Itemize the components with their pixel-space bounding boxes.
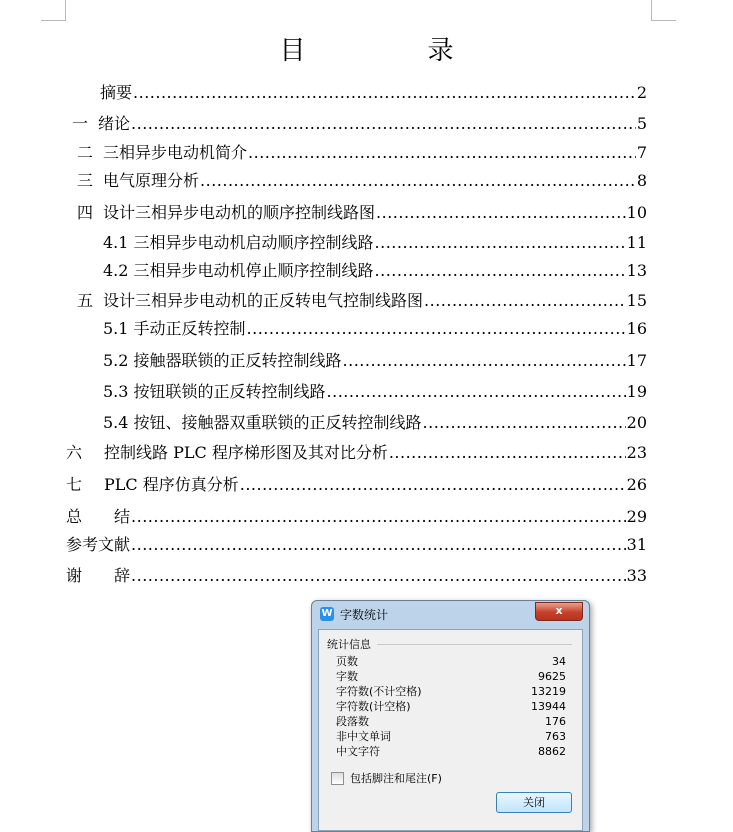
toc-leader-dots — [131, 565, 626, 587]
stat-row — [336, 699, 566, 714]
close-icon[interactable]: x — [535, 602, 583, 621]
toc-leader-dots — [131, 506, 626, 528]
toc-entry-label: 5.2 接触器联锁的正反转控制线路 — [103, 351, 342, 370]
toc-entry[interactable] — [103, 350, 647, 372]
toc-entry[interactable] — [77, 290, 647, 312]
toc-leader-dots — [200, 170, 636, 192]
toc-entry-label: 5.3 按钮联锁的正反转控制线路 — [103, 382, 326, 401]
toc-entry[interactable] — [77, 142, 647, 164]
page-corner-mark — [41, 0, 66, 21]
toc-entry[interactable] — [103, 260, 647, 282]
toc-page-number: 5 — [636, 114, 647, 133]
toc-leader-dots — [247, 318, 626, 340]
checkbox-label: 包括脚注和尾注(F) — [350, 772, 442, 785]
toc-page-number: 15 — [626, 291, 647, 310]
toc-page-number: 31 — [626, 535, 647, 554]
toc-entry-label: 谢 辞 — [66, 566, 131, 585]
stat-label: 非中文单词 — [336, 730, 391, 743]
toc-entry-label: 5.1 手动正反转控制 — [103, 319, 246, 338]
stat-row — [336, 654, 566, 669]
divider — [377, 644, 572, 645]
toc-leader-dots — [240, 474, 626, 496]
toc-entry[interactable] — [103, 381, 647, 403]
toc-leader-dots — [133, 82, 636, 104]
stat-label: 字符数(计空格) — [336, 700, 411, 713]
toc-entry-label: 总 结 — [66, 507, 131, 526]
toc-leader-dots — [424, 290, 626, 312]
checkbox-box[interactable] — [331, 772, 344, 785]
word-count-dialog — [311, 600, 590, 832]
stat-value: 9625 — [538, 670, 566, 683]
toc-entry[interactable] — [66, 442, 647, 464]
toc-leader-dots — [343, 350, 626, 372]
toc-chapter-number: 三 — [77, 171, 94, 190]
stat-value: 8862 — [538, 745, 566, 758]
toc-page-number: 8 — [636, 171, 647, 190]
toc-page-number: 11 — [626, 233, 647, 252]
toc-entry-label: 设计三相异步电动机的正反转电气控制线路图 — [103, 291, 424, 310]
page-corner-mark — [651, 0, 676, 21]
toc-leader-dots — [423, 412, 626, 434]
toc-entry[interactable] — [77, 170, 647, 192]
stat-row — [336, 714, 566, 729]
toc-entry-label: 参考文献 — [66, 535, 131, 554]
toc-leader-dots — [327, 381, 626, 403]
stat-row — [336, 669, 566, 684]
stat-row — [336, 729, 566, 744]
toc-entry-label: 设计三相异步电动机的顺序控制线路图 — [103, 203, 376, 222]
toc-leader-dots — [389, 442, 626, 464]
stat-label: 段落数 — [336, 715, 369, 728]
stat-label: 字符数(不计空格) — [336, 685, 422, 698]
toc-entry[interactable] — [100, 82, 647, 104]
toc-leader-dots — [375, 260, 626, 282]
toc-leader-dots — [131, 113, 636, 135]
toc-entry-label: 电气原理分析 — [103, 171, 200, 190]
stat-row — [336, 684, 566, 699]
toc-entry-label: 控制线路 PLC 程序梯形图及其对比分析 — [104, 443, 388, 462]
toc-chapter-number: 六 — [66, 443, 83, 462]
wps-app-icon: W — [321, 608, 333, 619]
toc-leader-dots — [375, 232, 626, 254]
toc-entry-label: 5.4 按钮、接触器双重联锁的正反转控制线路 — [103, 413, 422, 432]
toc-entry[interactable] — [103, 232, 647, 254]
toc-entry-label: 摘要 — [100, 83, 133, 102]
toc-entry[interactable] — [66, 474, 647, 496]
stat-label: 页数 — [336, 655, 358, 668]
toc-page-number: 26 — [626, 475, 647, 494]
toc-page-number: 29 — [626, 507, 647, 526]
stat-value: 13219 — [531, 685, 566, 698]
toc-page-number: 16 — [626, 319, 647, 338]
toc-entry[interactable] — [72, 113, 647, 135]
toc-entry[interactable] — [103, 412, 647, 434]
toc-entry-label: 绪论 — [98, 114, 131, 133]
toc-page-number: 10 — [626, 203, 647, 222]
toc-entry-label: 4.2 三相异步电动机停止顺序控制线路 — [103, 261, 374, 280]
toc-chapter-number: 七 — [66, 475, 83, 494]
toc-entry-label: PLC 程序仿真分析 — [104, 475, 239, 494]
toc-page-number: 33 — [626, 566, 647, 585]
toc-leader-dots — [248, 142, 636, 164]
stats-list — [336, 654, 566, 759]
toc-page-number: 17 — [626, 351, 647, 370]
toc-entry[interactable] — [103, 318, 647, 340]
close-button[interactable]: 关闭 — [496, 792, 572, 813]
toc-entry-label: 4.1 三相异步电动机启动顺序控制线路 — [103, 233, 374, 252]
toc-chapter-number: 五 — [77, 291, 94, 310]
stat-value: 13944 — [531, 700, 566, 713]
toc-leader-dots — [376, 202, 626, 224]
toc-entry[interactable] — [66, 565, 647, 587]
toc-entry[interactable] — [77, 202, 647, 224]
toc-leader-dots — [131, 534, 626, 556]
stat-row — [336, 744, 566, 759]
toc-page-number: 2 — [636, 83, 647, 102]
toc-entry-label: 三相异步电动机简介 — [103, 143, 248, 162]
toc-page-number: 23 — [626, 443, 647, 462]
toc-page-number: 13 — [626, 261, 647, 280]
toc-title: 目 录 — [279, 36, 502, 66]
stat-value: 763 — [545, 730, 566, 743]
toc-entry[interactable] — [66, 506, 647, 528]
dialog-title: 字数统计 — [340, 607, 389, 622]
toc-chapter-number: 二 — [77, 143, 94, 162]
toc-page-number: 7 — [636, 143, 647, 162]
stat-value: 176 — [545, 715, 566, 728]
toc-entry[interactable] — [66, 534, 647, 556]
stat-label: 字数 — [336, 670, 358, 683]
include-footnotes-checkbox[interactable] — [331, 770, 442, 786]
toc-page-number: 19 — [626, 382, 647, 401]
toc-chapter-number: 四 — [77, 203, 94, 222]
stat-label: 中文字符 — [336, 745, 380, 758]
group-label: 统计信息 — [327, 638, 371, 651]
stat-value: 34 — [552, 655, 566, 668]
toc-page-number: 20 — [626, 413, 647, 432]
toc-chapter-number: 一 — [72, 114, 89, 133]
